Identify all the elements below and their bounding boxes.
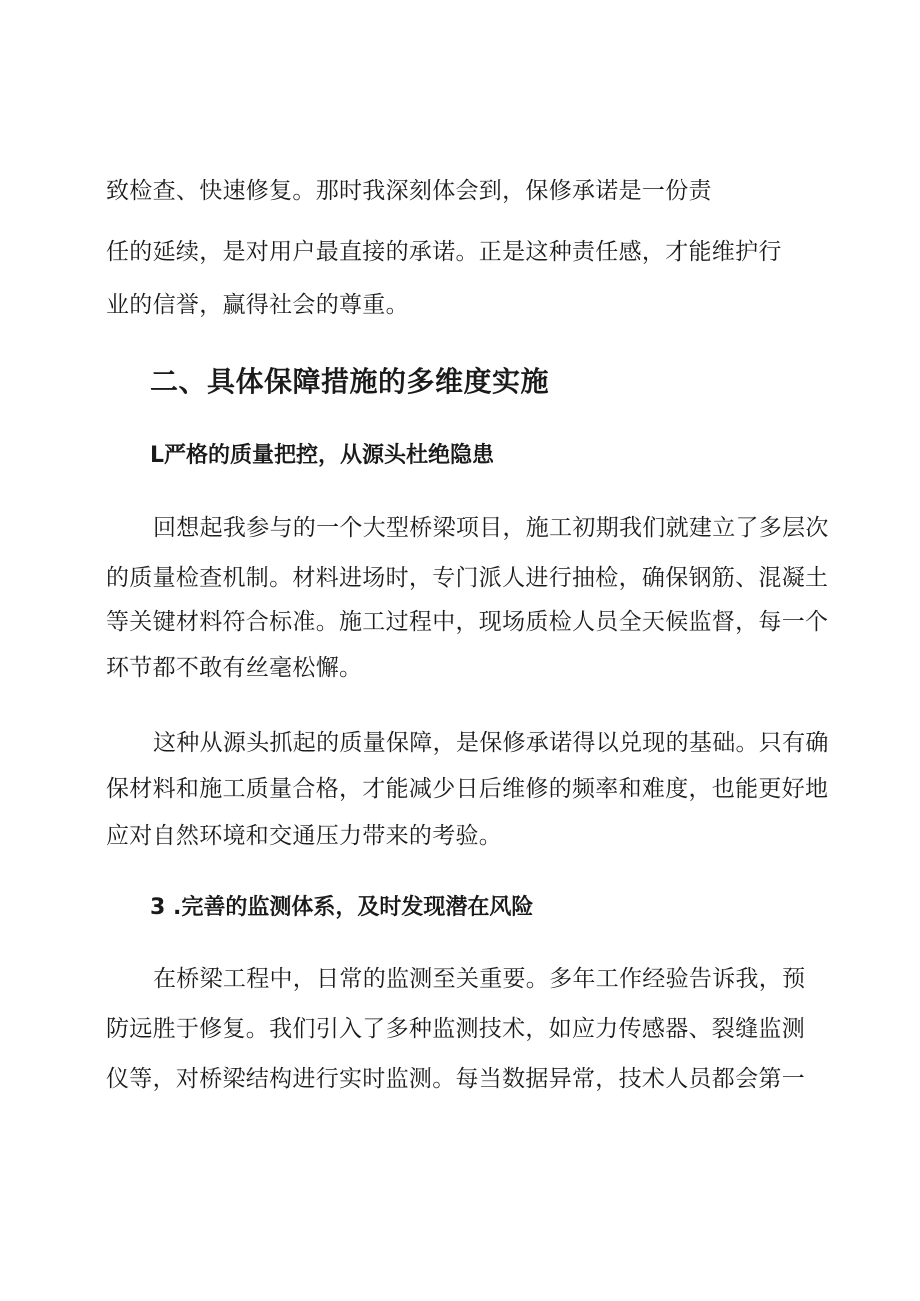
paragraph-line: 仪等，对桥梁结构进行实时监测。每当数据异常，技术人员都会第一 [106,1066,805,1092]
subsection-heading-3: 3 .完善的监测体系，及时发现潜在风险 [150,895,534,920]
paragraph-line: 环节都不敢有丝毫松懈。 [106,655,363,681]
subsection-heading-1: L严格的质量把控，从源头杜绝隐患 [150,443,495,468]
intro-line-1: 致检查、快速修复。那时我深刻体会到，保修承诺是一份责 [106,178,712,204]
paragraph-line: 的质量检查机制。材料进场时，专门派人进行抽检，确保钢筋、混凝土 [106,565,829,591]
paragraph-line: 在桥梁工程中，日常的监测至关重要。多年工作经验告诉我，预 [153,966,806,992]
section-heading-2: 二、具体保障措施的多维度实施 [150,365,550,398]
paragraph-line: 保材料和施工质量合格，才能减少日后维修的频率和难度，也能更好地 [106,776,829,802]
paragraph-line: 防远胜于修复。我们引入了多种监测技术，如应力传感器、裂缝监测 [106,1016,805,1042]
paragraph-line: 应对自然环境和交通压力带来的考验。 [106,823,503,849]
intro-line-3: 业的信誉，赢得社会的尊重。 [106,292,409,318]
paragraph-line: 这种从源头抓起的质量保障，是保修承诺得以兑现的基础。只有确 [153,730,829,756]
paragraph-line: 回想起我参与的一个大型桥梁项目，施工初期我们就建立了多层次 [153,515,829,541]
paragraph-line: 等关键材料符合标准。施工过程中，现场质检人员全天候监督，每一个 [106,609,829,635]
intro-line-2: 任的延续，是对用户最直接的承诺。正是这种责任感，才能维护行 [106,239,782,265]
